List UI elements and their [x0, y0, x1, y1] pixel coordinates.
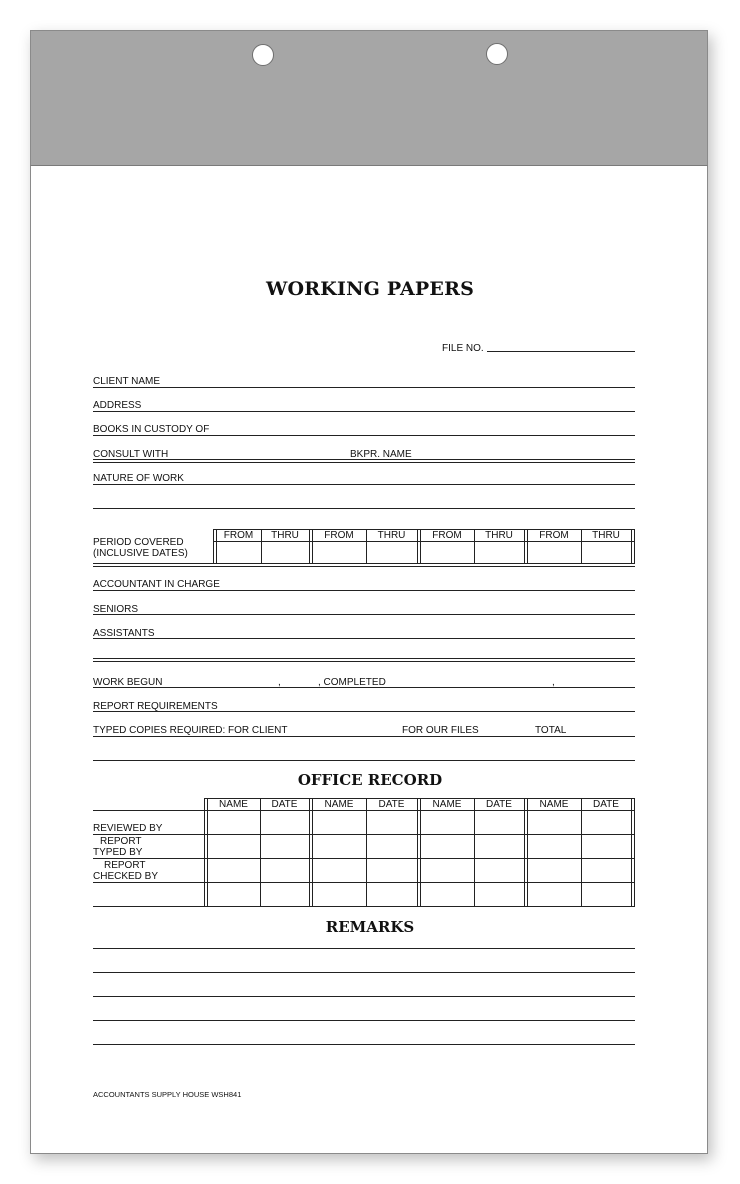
remarks-line[interactable]: [93, 996, 635, 997]
footer-imprint: ACCOUNTANTS SUPPLY HOUSE WSH841: [93, 1090, 242, 1099]
period-col-sep: [524, 529, 525, 564]
office-header-name: NAME: [324, 799, 354, 810]
work-begun-label: WORK BEGUN: [93, 677, 163, 688]
office-row-rule: [93, 882, 635, 883]
total-label: TOTAL: [535, 725, 567, 736]
client-name-label: CLIENT NAME: [93, 376, 161, 387]
period-header-thru: THRU: [592, 530, 620, 541]
assistants-double-rule: [93, 661, 635, 662]
office-record-title: OFFICE RECORD: [297, 771, 443, 789]
period-label-1: PERIOD COVERED: [93, 537, 184, 548]
typed-copies-field[interactable]: [93, 736, 635, 737]
remarks-line[interactable]: [93, 948, 635, 949]
office-col-sep: [420, 798, 421, 907]
office-col-sep: [631, 798, 632, 907]
period-header-from: FROM: [324, 530, 354, 541]
reviewed-by-label: REVIEWED BY: [93, 823, 163, 834]
remarks-line[interactable]: [93, 972, 635, 973]
period-col-sep: [309, 529, 310, 564]
nature-field-line2[interactable]: [93, 508, 635, 509]
consult-double-rule: [93, 462, 635, 463]
typed-copies-line2[interactable]: [93, 760, 635, 761]
office-header-name: NAME: [539, 799, 569, 810]
seniors-label: SENIORS: [93, 604, 139, 615]
period-header-from: FROM: [539, 530, 569, 541]
period-header-thru: THRU: [377, 530, 406, 541]
office-col-sep: [207, 798, 208, 907]
office-col-sep: [581, 798, 582, 907]
report-checked-label-1: REPORT: [104, 860, 146, 871]
report-req-field[interactable]: [93, 711, 635, 712]
form-title: WORKING PAPERS: [265, 278, 474, 300]
office-col-sep: [204, 798, 205, 907]
period-header-thru: THRU: [485, 530, 513, 541]
period-col-sep: [631, 529, 632, 564]
office-col-sep: [366, 798, 367, 907]
binding-tab: [30, 30, 708, 166]
office-bottom-rule: [93, 906, 635, 907]
client-name-field[interactable]: [93, 387, 635, 388]
office-col-sep: [312, 798, 313, 907]
period-col-sep: [213, 529, 214, 564]
assistants-label: ASSISTANTS: [93, 628, 155, 639]
office-header-date: DATE: [378, 799, 405, 810]
report-checked-label-2: CHECKED BY: [93, 871, 159, 882]
office-col-sep: [524, 798, 525, 907]
office-header-date: DATE: [593, 799, 619, 810]
period-label-2: (INCLUSIVE DATES): [93, 548, 188, 559]
period-bottom-rule: [93, 563, 635, 564]
our-files-label: FOR OUR FILES: [402, 725, 479, 736]
office-col-sep: [309, 798, 310, 907]
report-typed-label-1: REPORT: [100, 836, 142, 847]
punch-hole-right: [486, 43, 508, 65]
period-header-thru: THRU: [271, 530, 299, 541]
report-req-label: REPORT REQUIREMENTS: [93, 701, 218, 712]
punch-hole-left: [252, 44, 274, 66]
seniors-field[interactable]: [93, 614, 635, 615]
typed-copies-label: TYPED COPIES REQUIRED: FOR CLIENT: [93, 725, 288, 736]
office-col-sep: [474, 798, 475, 907]
office-col-sep: [260, 798, 261, 907]
address-label: ADDRESS: [93, 400, 142, 411]
office-header-date: DATE: [486, 799, 512, 810]
report-typed-label-2: TYPED BY: [93, 847, 143, 858]
period-bottom-double: [93, 566, 635, 567]
accountant-field[interactable]: [93, 590, 635, 591]
office-header-name: NAME: [219, 799, 248, 810]
office-row-rule: [93, 834, 635, 835]
file-no-field[interactable]: [487, 351, 635, 352]
file-no-label: FILE NO.: [442, 343, 484, 354]
books-field[interactable]: [93, 435, 635, 436]
books-label: BOOKS IN CUSTODY OF: [93, 424, 210, 435]
consult-field[interactable]: [93, 459, 635, 460]
period-header-from: FROM: [432, 530, 462, 541]
remarks-line[interactable]: [93, 1044, 635, 1045]
office-header-name: NAME: [432, 799, 462, 810]
consult-label: CONSULT WITH: [93, 449, 169, 460]
period-col-sep: [417, 529, 418, 564]
office-header-date: DATE: [271, 799, 298, 810]
assistants-field[interactable]: [93, 638, 635, 639]
form-sheet: [30, 30, 708, 1154]
nature-field[interactable]: [93, 484, 635, 485]
assistants-double-rule: [93, 658, 635, 659]
office-col-sep: [634, 798, 635, 907]
period-col-sep: [634, 529, 635, 564]
remarks-line[interactable]: [93, 1020, 635, 1021]
period-header-from: FROM: [223, 530, 254, 541]
completed-comma: ,: [552, 677, 555, 688]
work-begun-comma: ,: [278, 677, 281, 688]
office-row-rule: [93, 858, 635, 859]
address-field[interactable]: [93, 411, 635, 412]
remarks-title: REMARKS: [325, 918, 415, 936]
office-col-sep: [417, 798, 418, 907]
work-dates-field[interactable]: [93, 687, 635, 688]
office-col-sep: [527, 798, 528, 907]
accountant-label: ACCOUNTANT IN CHARGE: [93, 579, 220, 590]
bkpr-label: BKPR. NAME: [350, 449, 412, 460]
completed-label: , COMPLETED: [318, 677, 386, 688]
nature-label: NATURE OF WORK: [93, 473, 184, 484]
